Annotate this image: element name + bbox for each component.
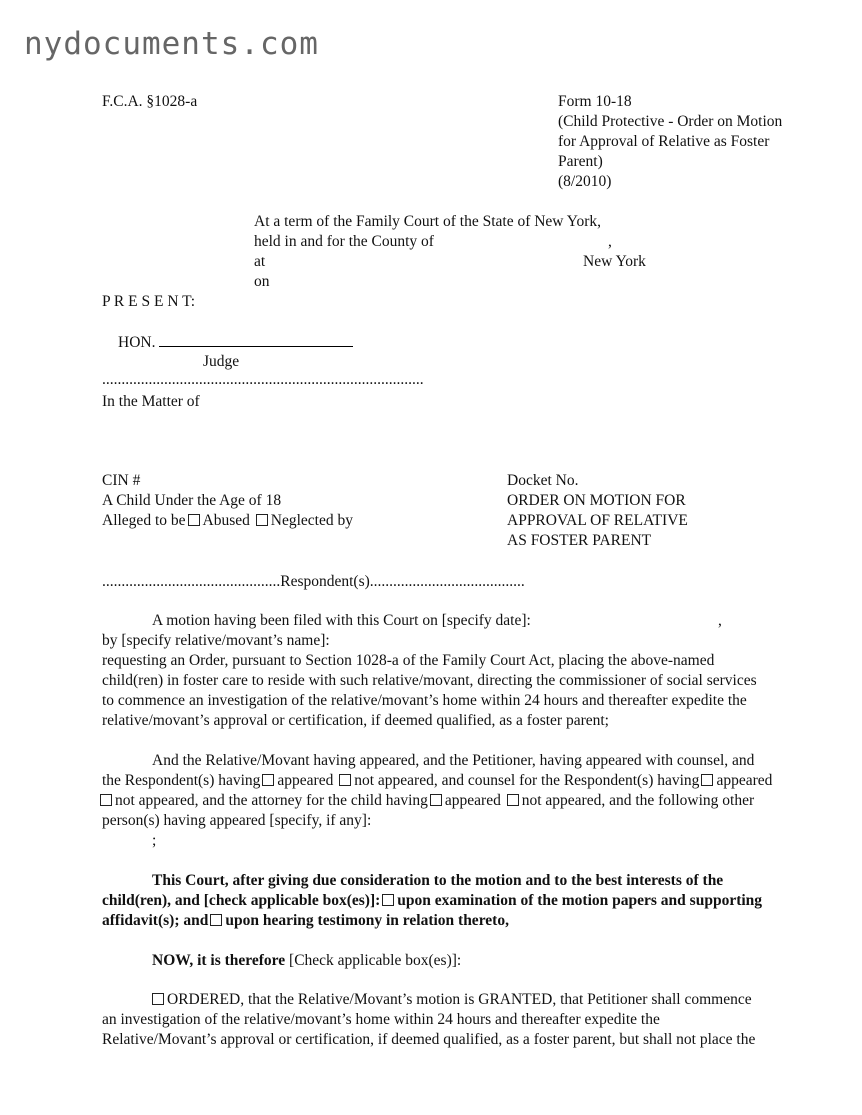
para2-line-2: [102, 771, 772, 791]
order-title-line-1: ORDER ON MOTION FOR: [507, 492, 686, 509]
para1-line-5: to commence an investigation of the relative/movant’s home within 24 hours and thereafter expedite the: [102, 692, 747, 709]
watermark: nydocuments.com: [24, 26, 319, 62]
ordered-line-1: [152, 990, 752, 1010]
alleged-line: [102, 511, 353, 531]
para2-line-4: person(s) having appeared [specify, if any]:: [102, 812, 372, 829]
judge-name-blank[interactable]: [159, 332, 353, 347]
respondent-having-label: the Respondent(s) having: [102, 772, 261, 789]
testimony-label: upon hearing testimony in relation thereto,: [225, 912, 509, 929]
abused-checkbox[interactable]: [188, 514, 200, 526]
para1-line-4: child(ren) in foster care to reside with such relative/movant, directing the commissioner of social services: [102, 672, 757, 689]
motion-filed-comma: ,: [718, 612, 722, 629]
abused-label: Abused: [202, 512, 250, 529]
attorney-child-label: not appeared, and the attorney for the child having: [115, 792, 428, 809]
statute-citation: F.C.A. §1028-a: [102, 93, 198, 110]
order-title-line-3: AS FOSTER PARENT: [507, 532, 652, 549]
motion-filed-line: A motion having been filed with this Court on [specify date]:: [152, 612, 531, 629]
testimony-checkbox[interactable]: [210, 914, 222, 926]
counsel-having-label: not appeared, and counsel for the Respondent(s) having: [354, 772, 700, 789]
matter-label: In the Matter of: [102, 393, 200, 410]
motion-papers-label: upon examination of the motion papers and supporting: [397, 892, 763, 909]
check-applicable-label: [Check applicable box(es)]:: [285, 952, 462, 969]
county-line: held in and for the County of: [254, 233, 434, 250]
ordered-line-2: an investigation of the relative/movant’s home within 24 hours and thereafter expedite the: [102, 1011, 660, 1028]
neglected-label: Neglected by: [270, 512, 353, 529]
para2-line-1: And the Relative/Movant having appeared, and the Petitioner, having appeared with counsel, and: [152, 752, 755, 769]
on-label: on: [254, 273, 270, 290]
state-label: New York: [583, 253, 646, 270]
now-therefore-label: NOW, it is therefore: [152, 952, 286, 969]
respondent-appeared-label: appeared: [277, 772, 334, 789]
now-therefore-line: [152, 951, 461, 971]
other-persons-label: not appeared, and the following other: [521, 792, 755, 809]
form-description-line-3: Parent): [558, 153, 603, 170]
affidavits-label: affidavit(s); and: [102, 912, 209, 929]
docket-label: Docket No.: [507, 472, 579, 489]
motion-papers-checkbox[interactable]: [382, 894, 394, 906]
neglected-checkbox[interactable]: [256, 514, 268, 526]
child-age-label: A Child Under the Age of 18: [102, 492, 282, 509]
respondent-not-appeared-checkbox[interactable]: [339, 774, 351, 786]
order-title-line-2: APPROVAL OF RELATIVE: [507, 512, 688, 529]
para3-line-3: [102, 911, 509, 931]
hon-label: HON.: [118, 334, 156, 351]
form-description-line-2: for Approval of Relative as Foster: [558, 133, 770, 150]
respondents-line: ..............................................Respondent(s)........................................: [102, 573, 525, 590]
counsel-appeared-checkbox[interactable]: [701, 774, 713, 786]
para1-line-3: requesting an Order, pursuant to Section 1028-a of the Family Court Act, placing the above-named: [102, 652, 715, 669]
judge-signature-line: [118, 332, 353, 353]
dotted-separator: ...................................................................................: [102, 371, 424, 388]
movant-name-line: by [specify relative/movant’s name]:: [102, 632, 330, 649]
ordered-line-3: Relative/Movant’s approval or certification, if deemed qualified, as a foster parent, but shall not place the: [102, 1031, 756, 1048]
present-label: P R E S E N T:: [102, 293, 196, 310]
attorney-not-appeared-checkbox[interactable]: [507, 794, 519, 806]
ordered-granted-checkbox[interactable]: [152, 993, 164, 1005]
counsel-not-appeared-checkbox[interactable]: [100, 794, 112, 806]
county-comma: ,: [608, 233, 612, 250]
ordered-granted-label: ORDERED, that the Relative/Movant’s motion is GRANTED, that Petitioner shall commence: [167, 991, 752, 1008]
para2-line-3: [100, 791, 754, 811]
check-boxes-label: child(ren), and [check applicable box(es)]:: [102, 892, 381, 909]
form-description-line-1: (Child Protective - Order on Motion: [558, 113, 783, 130]
form-date: (8/2010): [558, 173, 612, 190]
judge-label: Judge: [203, 353, 240, 370]
alleged-label: Alleged to be: [102, 512, 186, 529]
court-term-line: At a term of the Family Court of the State of New York,: [254, 213, 601, 230]
form-number: Form 10-18: [558, 93, 632, 110]
attorney-appeared-checkbox[interactable]: [430, 794, 442, 806]
respondent-appeared-checkbox[interactable]: [262, 774, 274, 786]
para3-line-2: [102, 891, 762, 911]
para3-line-1: This Court, after giving due consideration to the motion and to the best interests of the: [152, 872, 724, 889]
at-label: at: [254, 253, 266, 270]
counsel-appeared-label: appeared: [716, 772, 773, 789]
para1-line-6: relative/movant’s approval or certification, if deemed qualified, as a foster parent;: [102, 712, 609, 729]
para2-semicolon: ;: [152, 832, 157, 849]
attorney-appeared-label: appeared: [444, 792, 501, 809]
cin-label: CIN #: [102, 472, 141, 489]
